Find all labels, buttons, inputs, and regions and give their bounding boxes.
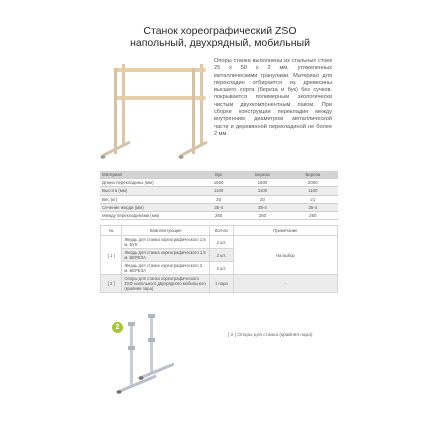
barre-illustration bbox=[100, 60, 208, 162]
spec-value: 1100 bbox=[288, 187, 338, 195]
spec-label: Длина перекладины (мм) bbox=[100, 179, 200, 187]
front-right-post bbox=[192, 68, 195, 154]
rear-top-clamp bbox=[148, 314, 155, 318]
front-mid-clamp bbox=[128, 346, 135, 350]
spec-value: 20 bbox=[237, 195, 287, 203]
front-post bbox=[130, 324, 133, 386]
spec-value: 35-4 bbox=[200, 203, 237, 211]
component-qty: 2 шт. bbox=[210, 236, 234, 249]
front-top-clamp bbox=[128, 322, 135, 326]
table-row bbox=[100, 187, 338, 195]
rear-foot bbox=[140, 364, 174, 378]
spec-value: 1100 bbox=[237, 187, 287, 195]
component-name: Жердь для станка хореографического 1,5 м. БЕРЕЗА bbox=[122, 249, 210, 262]
front-wheel bbox=[117, 390, 122, 394]
components-table bbox=[100, 225, 338, 293]
spec-value: 2000 bbox=[288, 179, 338, 187]
table-row bbox=[100, 179, 338, 187]
components-header-row bbox=[101, 226, 338, 236]
specs-header: Материал bbox=[100, 171, 200, 179]
table-row bbox=[100, 211, 338, 219]
specs-header-row bbox=[100, 171, 338, 179]
group-number: [ 2 ] bbox=[101, 275, 122, 293]
specs-header: Бук bbox=[200, 171, 237, 179]
table-row bbox=[100, 195, 338, 203]
spec-value: 35-4 bbox=[288, 203, 338, 211]
table-row bbox=[101, 275, 338, 293]
component-name: Опоры для станка хореографического ZSO напольного двухрядного мобильного (крайняя пара) bbox=[122, 275, 210, 293]
right-wheel bbox=[179, 155, 184, 159]
component-note: - bbox=[233, 275, 337, 293]
spec-value: 1500 bbox=[200, 179, 237, 187]
specs-table bbox=[100, 171, 338, 220]
title-line-2: напольный, двухрядный, мобильный bbox=[130, 37, 310, 49]
spec-value: 20 bbox=[200, 195, 237, 203]
rear-mid-clamp bbox=[148, 338, 155, 342]
components-header: Примечание bbox=[233, 226, 337, 236]
product-description: Опоры станка выполнены из стальных стоек 25 х 50 х 2 мм, утяжеленных металлическими гранулами. Материал для перекладин отбирается из древесины высшего сорта (береза и бук) без сучков, покрывается полимерным экологически чистым двухкомпонентным лаком. При сборке конструкции перекладин между внутренним диаметром металлической части и деревянной перекладиной не более 2 мм. bbox=[214, 58, 332, 137]
spec-value: 1500 bbox=[237, 179, 287, 187]
component-name: Жердь для станка хореографического 1,5 м. БУК bbox=[122, 236, 210, 249]
front-left-post bbox=[114, 68, 117, 154]
spec-label: Высота (мм) bbox=[100, 187, 200, 195]
specs-header: Береза bbox=[237, 171, 287, 179]
group-number: [ 1 ] bbox=[101, 236, 122, 275]
components-header: № bbox=[101, 226, 122, 236]
title-line-1: Станок хореографический ZSO bbox=[143, 25, 297, 37]
table-row bbox=[100, 203, 338, 211]
rear-post bbox=[150, 316, 153, 372]
spec-label: Вес (кг) bbox=[100, 195, 200, 203]
back-left-post bbox=[122, 64, 125, 144]
left-wheel bbox=[101, 155, 106, 159]
component-note: На выбор bbox=[233, 236, 337, 275]
component-qty: 2 шт. bbox=[210, 262, 234, 275]
components-header: Комплектующие bbox=[122, 226, 210, 236]
component-name: Жердь для станка хореографического 2 м. БЕРЕЗА bbox=[122, 262, 210, 275]
specs-header: Береза bbox=[288, 171, 338, 179]
spec-value: 1100 bbox=[200, 187, 237, 195]
spec-value: 35-4 bbox=[237, 203, 287, 211]
spec-label: Между перекладинами (мм) bbox=[100, 211, 200, 219]
table-row bbox=[101, 236, 338, 249]
front-foot bbox=[118, 376, 156, 392]
rear-wheel bbox=[139, 376, 144, 380]
page-title bbox=[0, 25, 440, 49]
back-right-post bbox=[200, 64, 203, 144]
spec-value: 21 bbox=[288, 195, 338, 203]
support-caption: [ 2 ] Опоры для станка (крайняя пара) bbox=[228, 333, 313, 338]
spec-value: 260 bbox=[237, 211, 287, 219]
item-number-badge: 2 bbox=[112, 322, 123, 333]
spec-label: Сечение жерди (мм) bbox=[100, 203, 200, 211]
components-header: Кол-во bbox=[210, 226, 234, 236]
component-qty: 2 шт. bbox=[210, 249, 234, 262]
spec-value: 260 bbox=[288, 211, 338, 219]
component-qty: 1 пара bbox=[210, 275, 234, 293]
spec-value: 260 bbox=[200, 211, 237, 219]
